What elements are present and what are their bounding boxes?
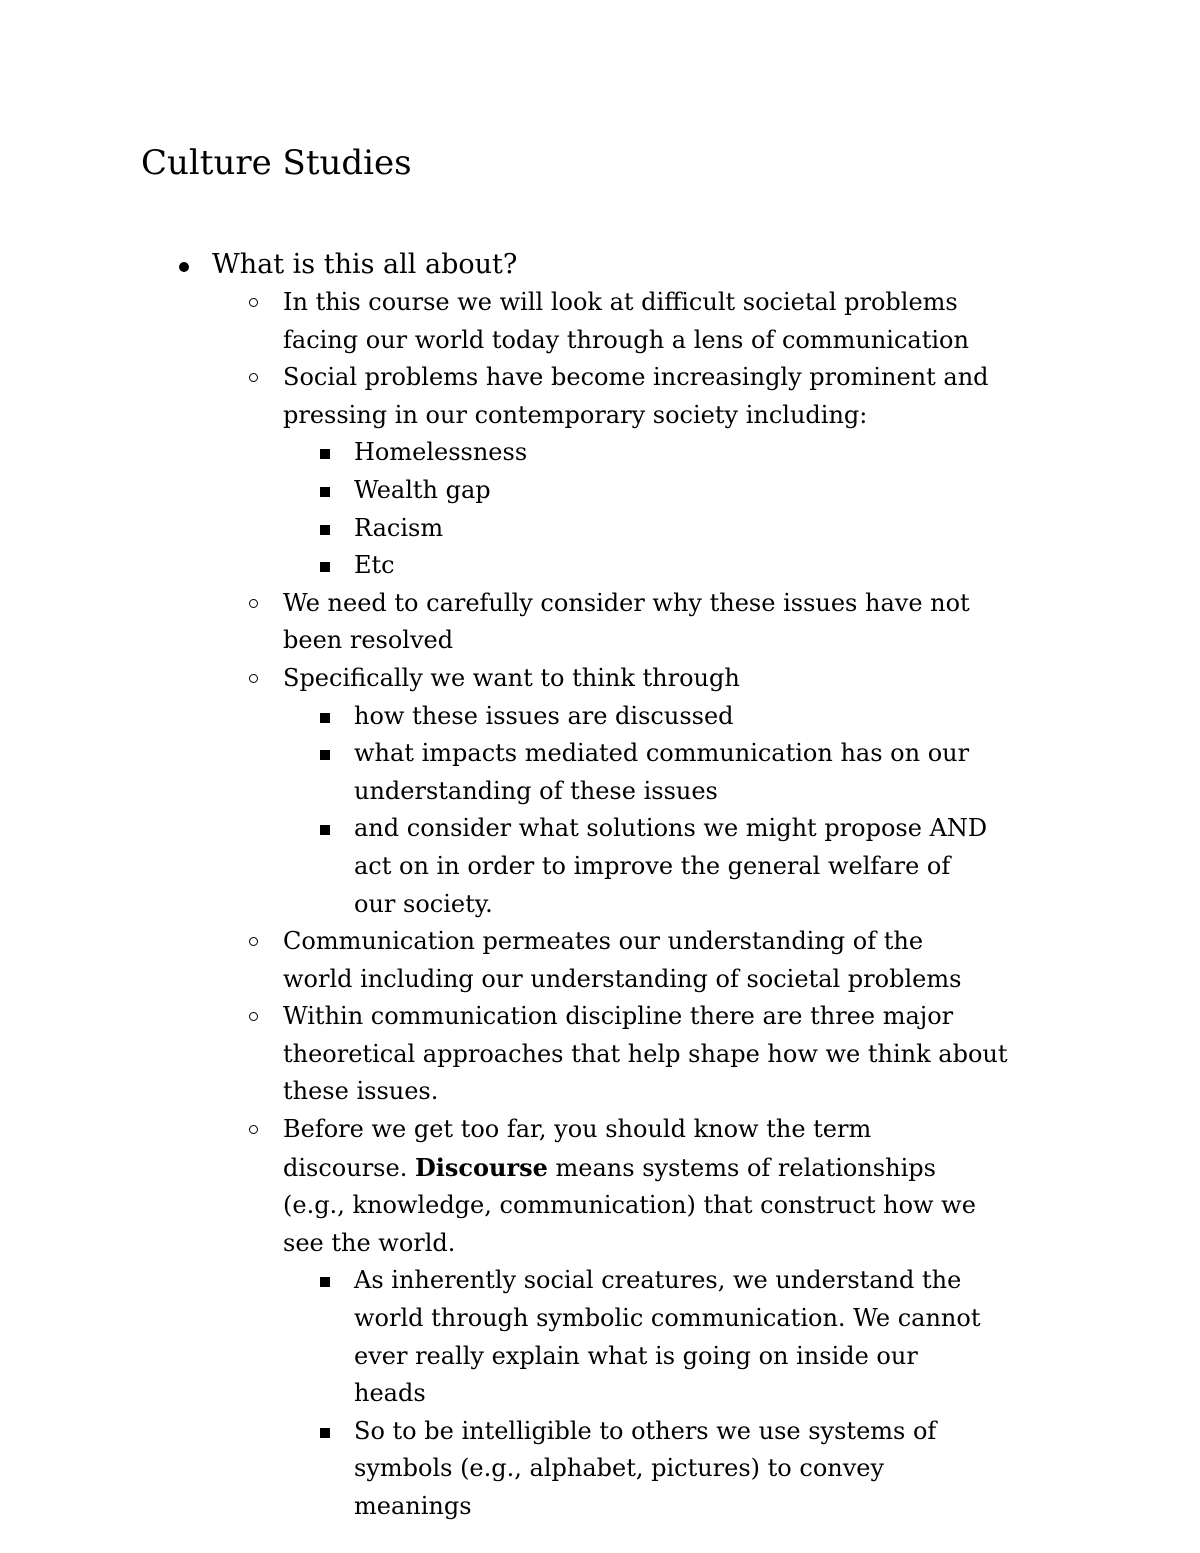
hollow-circle-bullet-icon bbox=[249, 1012, 258, 1021]
hollow-circle-bullet-icon bbox=[249, 373, 258, 382]
square-bullet-icon bbox=[320, 525, 330, 535]
sub-list-item-text: and consider what solutions we might propose AND act on in order to improve the general welfare of our society. bbox=[354, 814, 988, 918]
square-bullet-icon bbox=[320, 825, 330, 835]
list-item bbox=[212, 998, 1043, 1111]
square-bullet-icon bbox=[320, 713, 330, 723]
list-item-text: We need to carefully consider why these issues have not been resolved bbox=[283, 588, 970, 655]
list-item bbox=[212, 923, 993, 998]
hollow-circle-bullet-icon bbox=[249, 674, 258, 683]
sub-list-item-text: So to be intelligible to others we use systems of symbols (e.g., alphabet, pictures) to convey meanings bbox=[354, 1416, 937, 1520]
list-item bbox=[212, 660, 993, 923]
list-item-text bbox=[283, 1111, 993, 1262]
square-bullet-icon bbox=[320, 562, 330, 572]
hollow-circle-bullet-icon bbox=[249, 1125, 258, 1134]
square-bullet-icon bbox=[320, 449, 330, 459]
sub-list-item bbox=[283, 434, 994, 472]
outline-heading: What is this all about? bbox=[212, 249, 518, 280]
list-item-text: In this course we will look at difficult societal problems facing our world today through a lens of communication bbox=[283, 288, 969, 354]
list-item-text: Communication permeates our understanding of the world including our understanding of societal problems bbox=[283, 927, 962, 993]
sub-list-item-text: how these issues are discussed bbox=[354, 701, 734, 730]
hollow-circle-bullet-icon bbox=[249, 298, 258, 307]
list-item-text: Within communication discipline there are three major theoretical approaches that help shape how we think about these issues. bbox=[283, 1002, 1008, 1106]
sub-list-item-text: Etc bbox=[354, 551, 395, 580]
sub-list-item bbox=[283, 735, 994, 810]
square-bullet-icon bbox=[320, 750, 330, 760]
hollow-circle-bullet-icon bbox=[249, 599, 258, 608]
list-item bbox=[212, 284, 993, 359]
outline-item-heading bbox=[141, 246, 1101, 1526]
sub-list-item-text: Racism bbox=[354, 513, 444, 542]
sub-list-item-text: what impacts mediated communication has on our understanding of these issues bbox=[354, 739, 970, 805]
hollow-circle-bullet-icon bbox=[249, 937, 258, 946]
sub-list-item bbox=[283, 510, 994, 548]
list-item-text: Social problems have become increasingly prominent and pressing in our contemporary society including: bbox=[283, 363, 989, 429]
sub-list-item-text: Homelessness bbox=[354, 438, 528, 467]
page-title: Culture Studies bbox=[141, 143, 412, 183]
sub-list-item-text: As inherently social creatures, we understand the world through symbolic communication. We cannot ever really explain what is going on inside our heads bbox=[354, 1266, 981, 1408]
square-bullet-icon bbox=[320, 1428, 330, 1438]
outline bbox=[141, 246, 1101, 1526]
sub-list-item-text: Wealth gap bbox=[354, 475, 491, 504]
list-item bbox=[212, 1111, 993, 1526]
filled-circle-bullet-icon bbox=[179, 262, 189, 272]
discourse-definition-text: means systems of relationships (e.g., knowledge, communication) that construct how we see the world. bbox=[283, 1153, 976, 1257]
sub-list-item bbox=[283, 698, 994, 736]
list-item-text: Specifically we want to think through bbox=[283, 663, 740, 692]
square-bullet-icon bbox=[320, 487, 330, 497]
discourse-term: Discourse bbox=[414, 1152, 548, 1182]
sub-list-item bbox=[283, 1413, 994, 1526]
sub-list-item bbox=[283, 810, 994, 923]
sub-list-item bbox=[283, 1262, 994, 1412]
discourse-intro-text: Before we get too far, you should know the term discourse. bbox=[283, 1115, 872, 1182]
list-item bbox=[212, 585, 993, 660]
square-bullet-icon bbox=[320, 1277, 330, 1287]
sub-list-item bbox=[283, 472, 994, 510]
sub-list bbox=[212, 284, 1101, 1526]
list-item bbox=[212, 359, 993, 585]
sub-list-item bbox=[283, 547, 994, 585]
